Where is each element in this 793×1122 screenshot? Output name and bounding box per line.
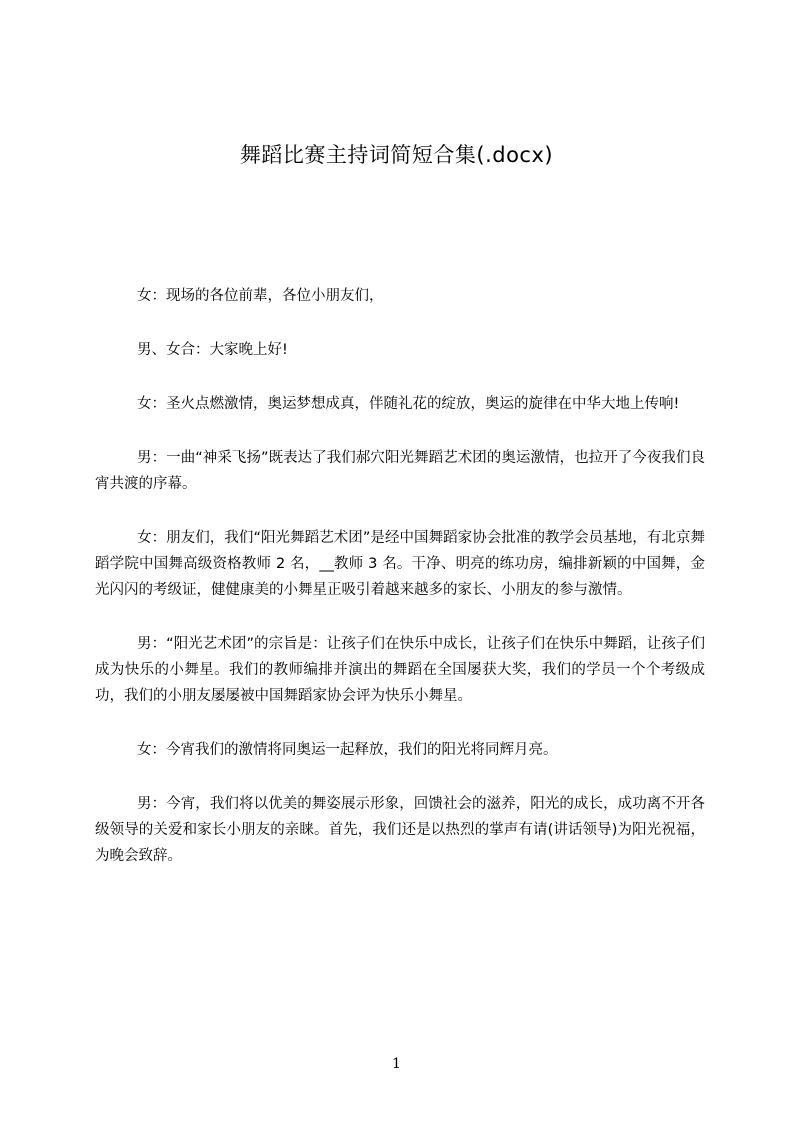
paragraph: 女：朋友们，我们“阳光舞蹈艺术团”是经中国舞蹈家协会批准的教学会员基地，有北京舞蹈学院中国舞高级资格教师 2 名，__教师 3 名。干净、明亮的练功房，编排新颖的中国舞，金光闪闪的考级证，健健康美的小舞星正吸引着越来越多的家长、小朋友的参与激情。 bbox=[95, 530, 705, 598]
document-title: 舞蹈比赛主持词简短合集(.docx) bbox=[239, 143, 554, 167]
document-body bbox=[95, 283, 705, 897]
paragraph: 男、女合：大家晚上好! bbox=[137, 342, 288, 358]
paragraph: 女：现场的各位前辈，各位小朋友们， bbox=[137, 288, 384, 304]
paragraph: 男：一曲“神采飞扬”既表达了我们郝穴阳光舞蹈艺术团的奥运激情，也拉开了今夜我们良宵共渡的序幕。 bbox=[95, 450, 705, 492]
paragraph: 男：“阳光艺术团”的宗旨是：让孩子们在快乐中成长，让孩子们在快乐中舞蹈，让孩子们成为快乐的小舞星。我们的教师编排并演出的舞蹈在全国屡获大奖，我们的学员一个个考级成功，我们的小朋友屡屡被中国舞蹈家协会评为快乐小舞星。 bbox=[95, 636, 705, 704]
paragraph: 女：圣火点燃激情，奥运梦想成真，伴随礼花的绽放，奥运的旋律在中华大地上传响! bbox=[137, 396, 680, 412]
paragraph: 女：今宵我们的激情将同奥运一起释放，我们的阳光将同辉月亮。 bbox=[137, 742, 558, 758]
paragraph: 男：今宵，我们将以优美的舞姿展示形象，回馈社会的滋养，阳光的成长，成功离不开各级领导的关爱和家长小朋友的亲睐。首先，我们还是以热烈的掌声有请(讲话领导)为阳光祝福，为晚会致辞。 bbox=[95, 796, 705, 864]
page-number: 1 bbox=[392, 1056, 401, 1072]
